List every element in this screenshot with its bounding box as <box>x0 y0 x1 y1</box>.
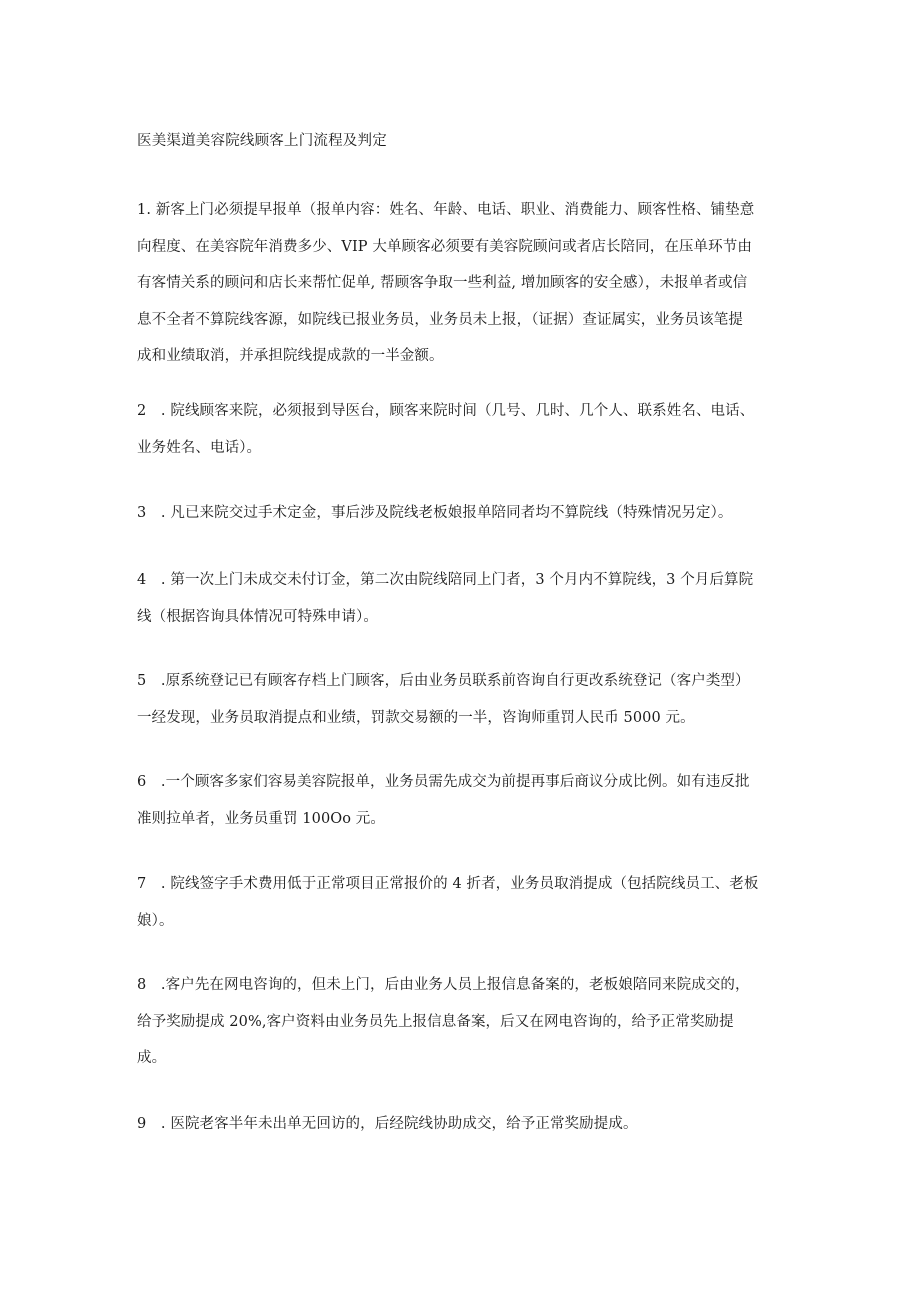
rule-line: 5 .原系统登记已有顾客存档上门顾客，后由业务员联系前咨询自行更改系统登记（客户类型） <box>137 673 750 689</box>
rule-item-9 <box>137 1106 787 1143</box>
rule-line: 向程度、在美容院年消费多少、VIP 大单顾客必须要有美容院顾问或者店长陪同，在压单环节由 <box>137 238 752 255</box>
rule-line: 一经发现，业务员取消提点和业绩，罚款交易额的一半，咨询师重罚人民币 5000 元。 <box>137 709 695 726</box>
rule-line: 3 . 凡已来院交过手术定金，事后涉及院线老板娘报单陪同者均不算院线（特殊情况另定）。 <box>137 505 733 521</box>
rule-item-3 <box>137 495 787 532</box>
rule-line: 8 .客户先在网电咨询的，但未上门，后由业务人员上报信息备案的，老板娘陪同来院成交的， <box>137 977 750 993</box>
rule-item-5 <box>137 663 787 736</box>
rule-item-2 <box>137 393 787 466</box>
rule-line: 业务姓名、电话）。 <box>137 439 262 456</box>
rule-line: 2 . 院线顾客来院，必须报到导医台，顾客来院时间（几号、几时、几个人、联系姓名、电话、 <box>137 403 755 419</box>
rule-line: 成。 <box>137 1050 167 1066</box>
rule-line: 给予奖励提成 20%,客户资料由业务员先上报信息备案，后又在网电咨询的，给予正常奖励提 <box>137 1013 734 1030</box>
rule-line: 7 . 院线签字手术费用低于正常项目正常报价的 4 折者，业务员取消提成（包括院线员工、老板 <box>137 876 759 892</box>
rule-line: 4 . 第一次上门未成交未付订金，第二次由院线陪同上门者，3 个月内不算院线，3 个月后算院 <box>137 572 754 588</box>
rule-line: 1. 新客上门必须提早报单（报单内容：姓名、年龄、电话、职业、消费能力、顾客性格、铺垫意 <box>137 202 755 218</box>
rule-line: 9 . 医院老客半年未出单无回访的，后经院线协助成交，给予正常奖励提成。 <box>137 1116 638 1132</box>
rule-item-4 <box>137 562 787 635</box>
rule-line: 线（根据咨询具体情况可特殊申请）。 <box>137 608 378 625</box>
rule-line: 成和业绩取消，并承担院线提成款的一半金额。 <box>137 348 444 364</box>
rule-line: 息不全者不算院线客源，如院线已报业务员，业务员未上报，（证据）查证属实，业务员该笔提 <box>137 311 743 328</box>
document-title: 医美渠道美容院线顾客上门流程及判定 <box>137 133 387 149</box>
rule-item-6 <box>137 764 787 837</box>
rule-item-8 <box>137 967 787 1077</box>
rule-line: 准则拉单者，业务员重罚 100Oo 元。 <box>137 810 386 827</box>
rule-line: 娘）。 <box>137 912 174 929</box>
rule-item-1 <box>137 192 787 375</box>
rule-line: 有客情关系的顾问和店长来帮忙促单, 帮顾客争取一些利益, 增加顾客的安全感），未报单者或信 <box>137 275 748 291</box>
rule-line: 6 .一个顾客多家们容易美容院报单，业务员需先成交为前提再事后商议分成比例。如有违反批 <box>137 774 750 790</box>
rule-item-7 <box>137 866 787 939</box>
